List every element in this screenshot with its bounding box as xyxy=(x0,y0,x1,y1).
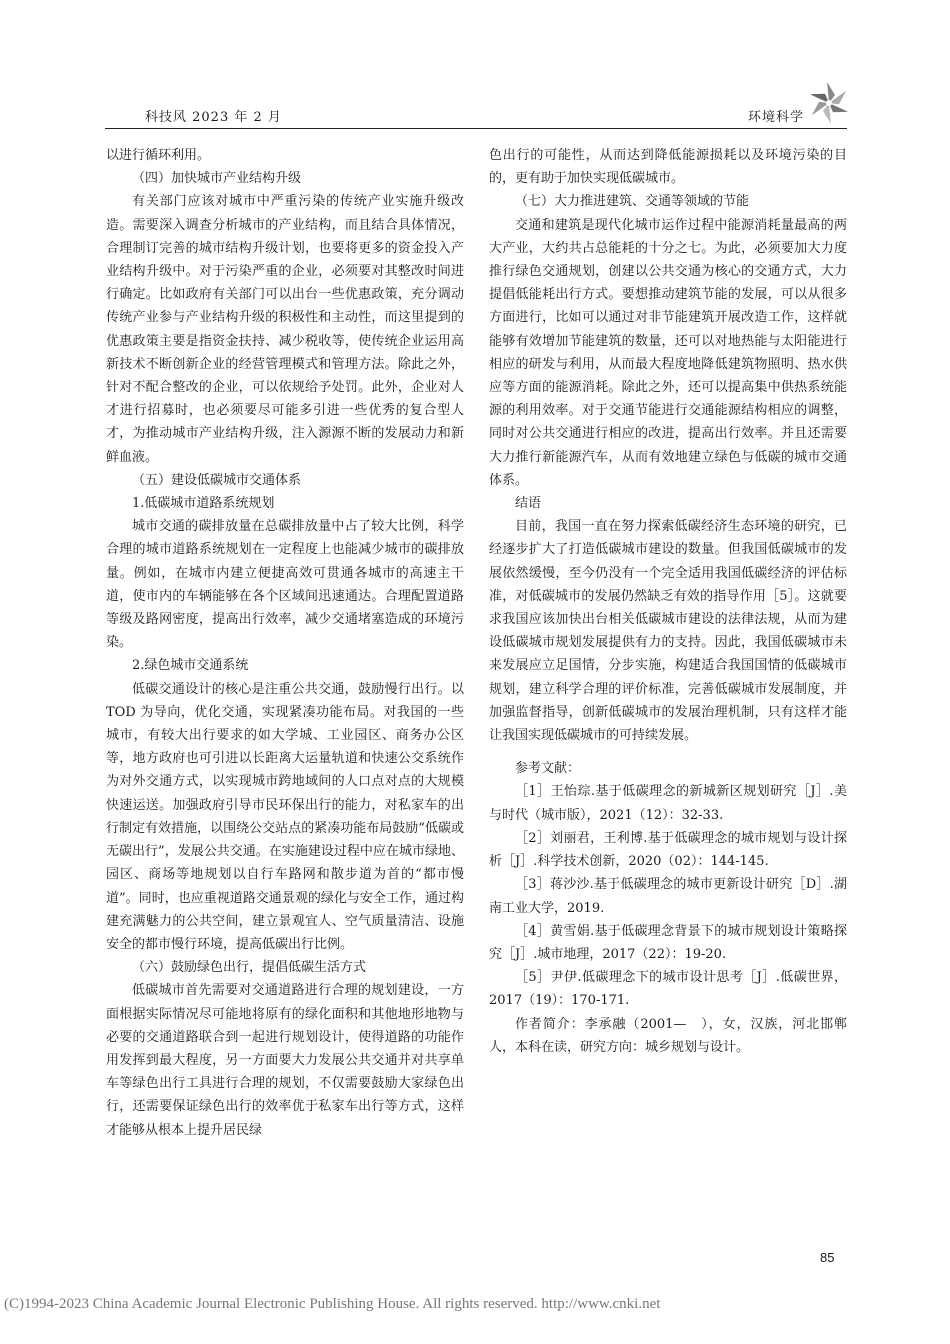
reference-item: ［5］尹伊.低碳理念下的城市设计思考［J］.低碳世界，2017（19）：170-171. xyxy=(489,970,847,1009)
section-heading-4: （四）加快城市产业结构升级 xyxy=(132,171,302,187)
reference-item: ［2］刘丽君，王利博.基于低碳理念的城市规划与设计探析［J］.科学技术创新，2020（02）：144-145. xyxy=(489,830,847,870)
subsection-heading-2: 2.绿色城市交通系统 xyxy=(132,658,249,674)
right-column xyxy=(489,144,847,1059)
header-divider xyxy=(105,128,847,129)
copyright-footer: (C)1994-2023 China Academic Journal Electronic Publishing House. All rights reserved. http://www.cnki.net xyxy=(4,1296,661,1312)
left-column xyxy=(106,144,464,1142)
paragraph: 低碳交通设计的核心是注重公共交通，鼓励慢行出行。以 TOD 为导向，优化交通，实现紧凑功能布局。对我国的一些城市，有较大出行要求的如大学城、工业园区、商务办公区等，地方政府也可引进以长距离大运量轨道和快速公交系统作为对外交通方式，以实现城市跨地域间的人口点对点的大规模快速运送。加强政府引导市民环保出行的能力，对私家车的出行制定有效措施，以围绕公交站点的紧凑功能布局鼓励“低碳或无碳出行”，发展公共交通。在实施建设过程中应在城市绿地、园区、商场等地规划以自行车路网和散步道为首的“都市慢道”。同时，也应重视道路交通景观的绿化与安全工作，通过构建充满魅力的公共空间，建立景观宜人、空气质量清洁、设施安全的都市慢行环境，提高低碳出行比例。 xyxy=(106,681,464,952)
section-title: 环境科学 xyxy=(748,110,805,125)
paragraph-continuation: 色出行的可能性，从而达到降低能源损耗以及环境污染的目的，更有助于加快实现低碳城市。 xyxy=(489,148,847,187)
paragraph: 有关部门应该对城市中严重污染的传统产业实施升级改造。需要深入调查分析城市的产业结构，而且结合具体情况，合理制订完善的城市结构升级计划，也要将更多的资金投入产业结构升级中。对于污染严重的企业，必须要对其整改时间进行确定。比如政府有关部门可以出台一些优惠政策，充分调动传统产业参与产业结构升级的积极性和主动性，而这里提到的优惠政策主要是指资金扶持、减少税收等，使传统企业运用高新技术不断创新企业的经营管理模式和管理方法。除此之外，针对不配合整改的企业，可以依规给予处罚。此外，企业对人才进行招募时，也必须要尽可能多引进一些优秀的复合型人才，为推动城市产业结构升级，注入源源不断的发展动力和新鲜血液。 xyxy=(106,194,464,465)
reference-item: ［1］王怡琮.基于低碳理念的新城新区规划研究［J］.美与时代（城市版），2021（12）：32-33. xyxy=(489,784,847,823)
paragraph: 低碳城市首先需要对交通道路进行合理的规划建设，一方面根据实际情况尽可能地将原有的绿化面积和其他地形地物与必要的交通道路联合到一起进行规划设计，使得道路的功能作用发挥到最大程度，另一方面要大力发展公共交通并对共享单车等绿色出行工具进行合理的规划，不仅需要鼓励大家绿色出行，还需要保证绿色出行的效率优于私家车出行等方式，这样才能够从根本上提升居民绿 xyxy=(106,983,464,1138)
reference-item: ［3］蒋沙沙.基于低碳理念的城市更新设计研究［D］.湖南工业大学，2019. xyxy=(489,877,847,916)
section-heading-5: （五）建设低碳城市交通体系 xyxy=(132,472,302,488)
paragraph: 交通和建筑是现代化城市运作过程中能源消耗量最高的两大产业，大约共占总能耗的十分之七。为此，必须要加大力度推行绿色交通规划，创建以公共交通为核心的交通方式，大力提倡低能耗出行方式。要想推动建筑节能的发展，可以从很多方面进行，比如可以通过对非节能建筑开展改造工作，这样就能够有效增加节能建筑的数量，还可以对地热能与太阳能进行相应的研发与利用，从而最大程度地降低建筑物照明、热水供应等方面的能源消耗。除此之外，还可以提高集中供热系统能源的利用效率。对于交通节能进行交通能源结构相应的调整，同时对公共交通进行相应的改进，提高出行效率。并且还需要大力推行新能源汽车，从而有效地建立绿色与低碳的城市交通体系。 xyxy=(489,217,847,488)
author-bio: 作者简介：李承融（2001— ），女，汉族，河北邯郸人，本科在读，研究方向：城乡规划与设计。 xyxy=(489,1016,847,1055)
section-heading-7: （七）大力推进建筑、交通等领域的节能 xyxy=(515,194,750,210)
paragraph: 目前，我国一直在努力探索低碳经济生态环境的研究，已经逐步扩大了打造低碳城市建设的数量。但我国低碳城市的发展依然缓慢，至今仍没有一个完全适用我国低碳经济的评估标准，对低碳城市的发展仍然缺乏有效的指导作用［5］。这就要求我国应该加快出台相关低碳城市建设的法律法规，从而为建设低碳城市规划发展提供有力的支持。因此，我国低碳城市未来发展应立足国情，分步实施，构建适合我国国情的低碳城市规划，建立科学合理的评价标准，完善低碳城市发展制度，并加强监督指导，创新低碳城市的发展治理机制，只有这样才能让我国实现低碳城市的可持续发展。 xyxy=(489,519,847,744)
paragraph-continuation: 以进行循环利用。 xyxy=(106,148,211,163)
page-number: 85 xyxy=(820,1250,835,1265)
section-heading-6: （六）鼓励绿色出行，提倡低碳生活方式 xyxy=(132,960,367,976)
references-heading: 参考文献： xyxy=(515,761,581,777)
journal-name: 科技风 2023 年 2 月 xyxy=(145,110,282,125)
paragraph: 城市交通的碳排放量在总碳排放量中占了较大比例，科学合理的城市道路系统规划在一定程度上也能减少城市的碳排放量。例如，在城市内建立便捷高效可贯通各城市的高速主干道，使市内的车辆能够在各个区域间迅速通达。合理配置道路等级及路网密度，提高出行效率，减少交通堵塞造成的环境污染。 xyxy=(106,519,464,651)
conclusion-heading: 结语 xyxy=(515,496,542,512)
subsection-heading-1: 1.低碳城市道路系统规划 xyxy=(132,496,275,512)
reference-item: ［4］黄雪娟.基于低碳理念背景下的城市规划设计策略探究［J］.城市地理，2017（22）：19-20. xyxy=(489,923,847,962)
pinwheel-logo-icon xyxy=(806,80,852,126)
